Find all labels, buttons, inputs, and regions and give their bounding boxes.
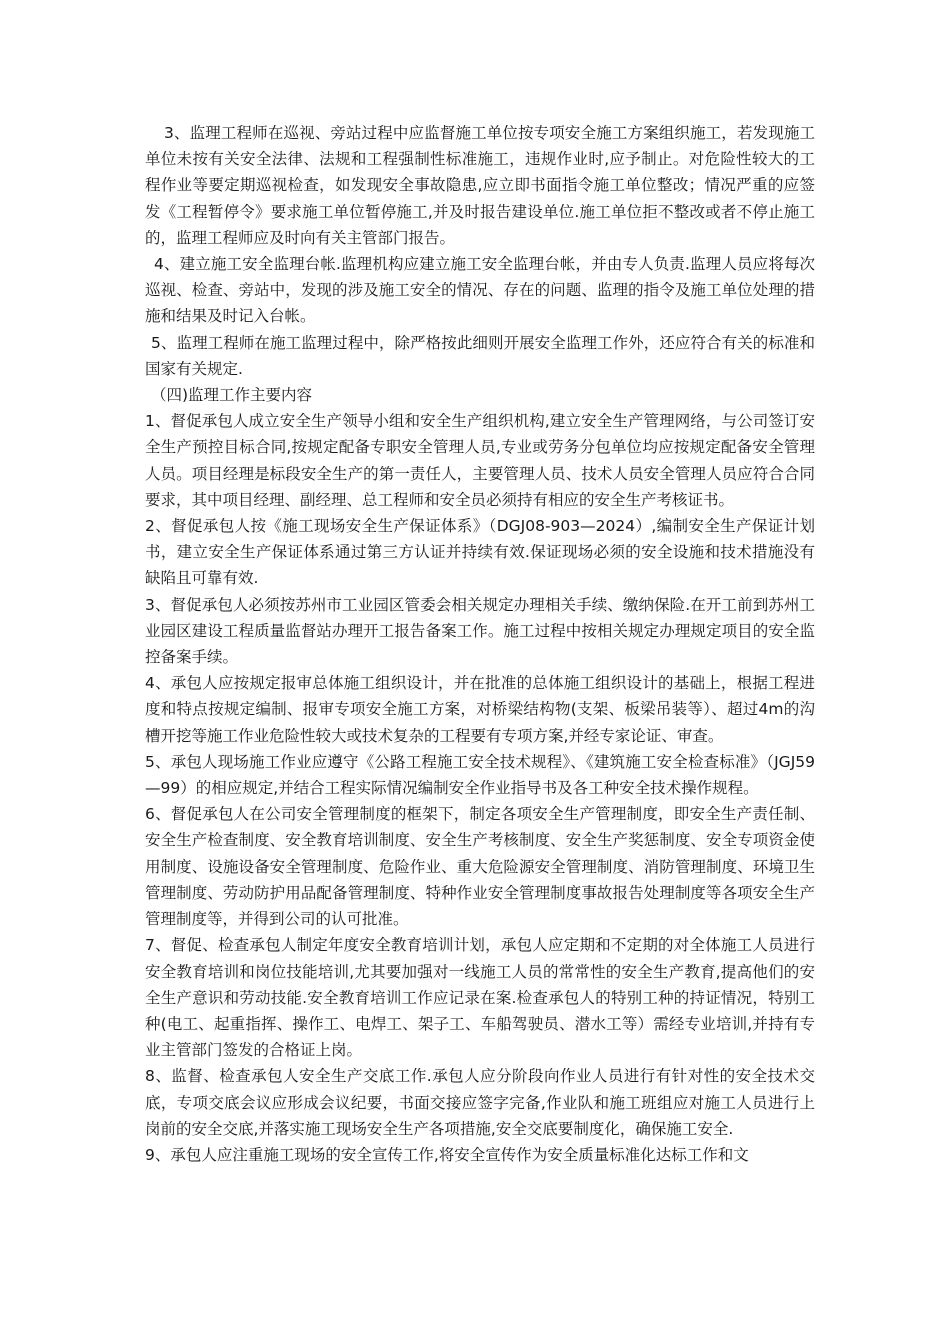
section-heading-main-content: （四)监理工作主要内容 (151, 386, 313, 405)
list-item-2: 2、督促承包人按《施工现场安全生产保证体系》（DGJ08-903—2024）,编制安全生产保证计划书，建立安全生产保证体系通过第三方认证并持续有效.保证现场必须的安全设施和技术措施没有缺陷且可靠有效. (145, 517, 815, 588)
list-item-8: 8、监督、检查承包人安全生产交底工作.承包人应分阶段向作业人员进行有针对性的安全技术交底，专项交底会议应形成会议纪要，书面交接应签字完备,作业队和施工班组应对施工人员进行上岗前的安全交底,并落实施工现场安全生产各项措施,安全交底要制度化，确保施工安全. (145, 1067, 815, 1138)
list-item-9: 9、承包人应注重施工现场的安全宣传工作,将安全宣传作为安全质量标准化达标工作和文 (145, 1145, 749, 1164)
document-body (145, 120, 815, 1168)
paragraph-standards-compliance: 5、监理工程师在施工监理过程中，除严格按此细则开展安全监理工作外，还应符合有关的标准和国家有关规定. (145, 333, 815, 378)
list-item-4: 4、承包人应按规定报审总体施工组织设计，并在批准的总体施工组织设计的基础上，根据工程进度和特点按规定编制、报审专项安全施工方案，对桥梁结构物(支架、板梁吊装等）、超过4m的沟槽开挖等施工作业危险性较大或技术复杂的工程要有专项方案,并经专家论证、审查。 (145, 674, 815, 745)
paragraph-supervision-duty: 3、监理工程师在巡视、旁站过程中应监督施工单位按专项安全施工方案组织施工，若发现施工单位未按有关安全法律、法规和工程强制性标准施工，违规作业时,应予制止。对危险性较大的工程作业等要定期巡视检查，如发现安全事故隐患,应立即书面指令施工单位整改；情况严重的应签发《工程暂停令》要求施工单位暂停施工,并及时报告建设单位.施工单位拒不整改或者不停止施工的，监理工程师应及时向有关主管部门报告。 (145, 124, 815, 247)
list-item-7: 7、督促、检查承包人制定年度安全教育培训计划，承包人应定期和不定期的对全体施工人员进行安全教育培训和岗位技能培训,尤其要加强对一线施工人员的常常性的安全生产教育,提高他们的安全生产意识和劳动技能.安全教育培训工作应记录在案.检查承包人的特别工种的持证情况，特别工种(电工、起重指挥、操作工、电焊工、架子工、车船驾驶员、潜水工等）需经专业培训,并持有专业主管部门签发的合格证上岗。 (145, 936, 815, 1060)
list-item-5: 5、承包人现场施工作业应遵守《公路工程施工安全技术规程》、《建筑施工安全检查标准》（JGJ59—99）的相应规定,并结合工程实际情况编制安全作业指导书及各工种安全技术操作规程。 (145, 752, 815, 798)
list-item-3: 3、督促承包人必须按苏州市工业园区管委会相关规定办理相关手续、缴纳保险.在开工前到苏州工业园区建设工程质量监督站办理开工报告备案工作。施工过程中按相关规定办理规定项目的安全监控备案手续。 (145, 595, 815, 667)
paragraph-safety-ledger: 4、建立施工安全监理台帐.监理机构应建立施工安全监理台帐，并由专人负责.监理人员应将每次巡视、检查、旁站中，发现的涉及施工安全的情况、存在的问题、监理的指令及施工单位处理的措施和结果及时记入台帐。 (145, 255, 815, 326)
list-item-6: 6、督促承包人在公司安全管理制度的框架下，制定各项安全生产管理制度，即安全生产责任制、安全生产检查制度、安全教育培训制度、安全生产考核制度、安全生产奖惩制度、安全专项资金使用制度、设施设备安全管理制度、危险作业、重大危险源安全管理制度、消防管理制度、环境卫生管理制度、劳动防护用品配备管理制度、特种作业安全管理制度事故报告处理制度等各项安全生产管理制度等，并得到公司的认可批准。 (145, 805, 815, 929)
list-item-1: 1、督促承包人成立安全生产领导小组和安全生产组织机构,建立安全生产管理网络，与公司签订安全生产预控目标合同,按规定配备专职安全管理人员,专业或劳务分包单位均应按规定配备安全管理人员。项目经理是标段安全生产的第一责任人，主要管理人员、技术人员安全管理人员应符合合同要求，其中项目经理、副经理、总工程师和安全员必须持有相应的安全生产考核证书。 (145, 412, 815, 509)
